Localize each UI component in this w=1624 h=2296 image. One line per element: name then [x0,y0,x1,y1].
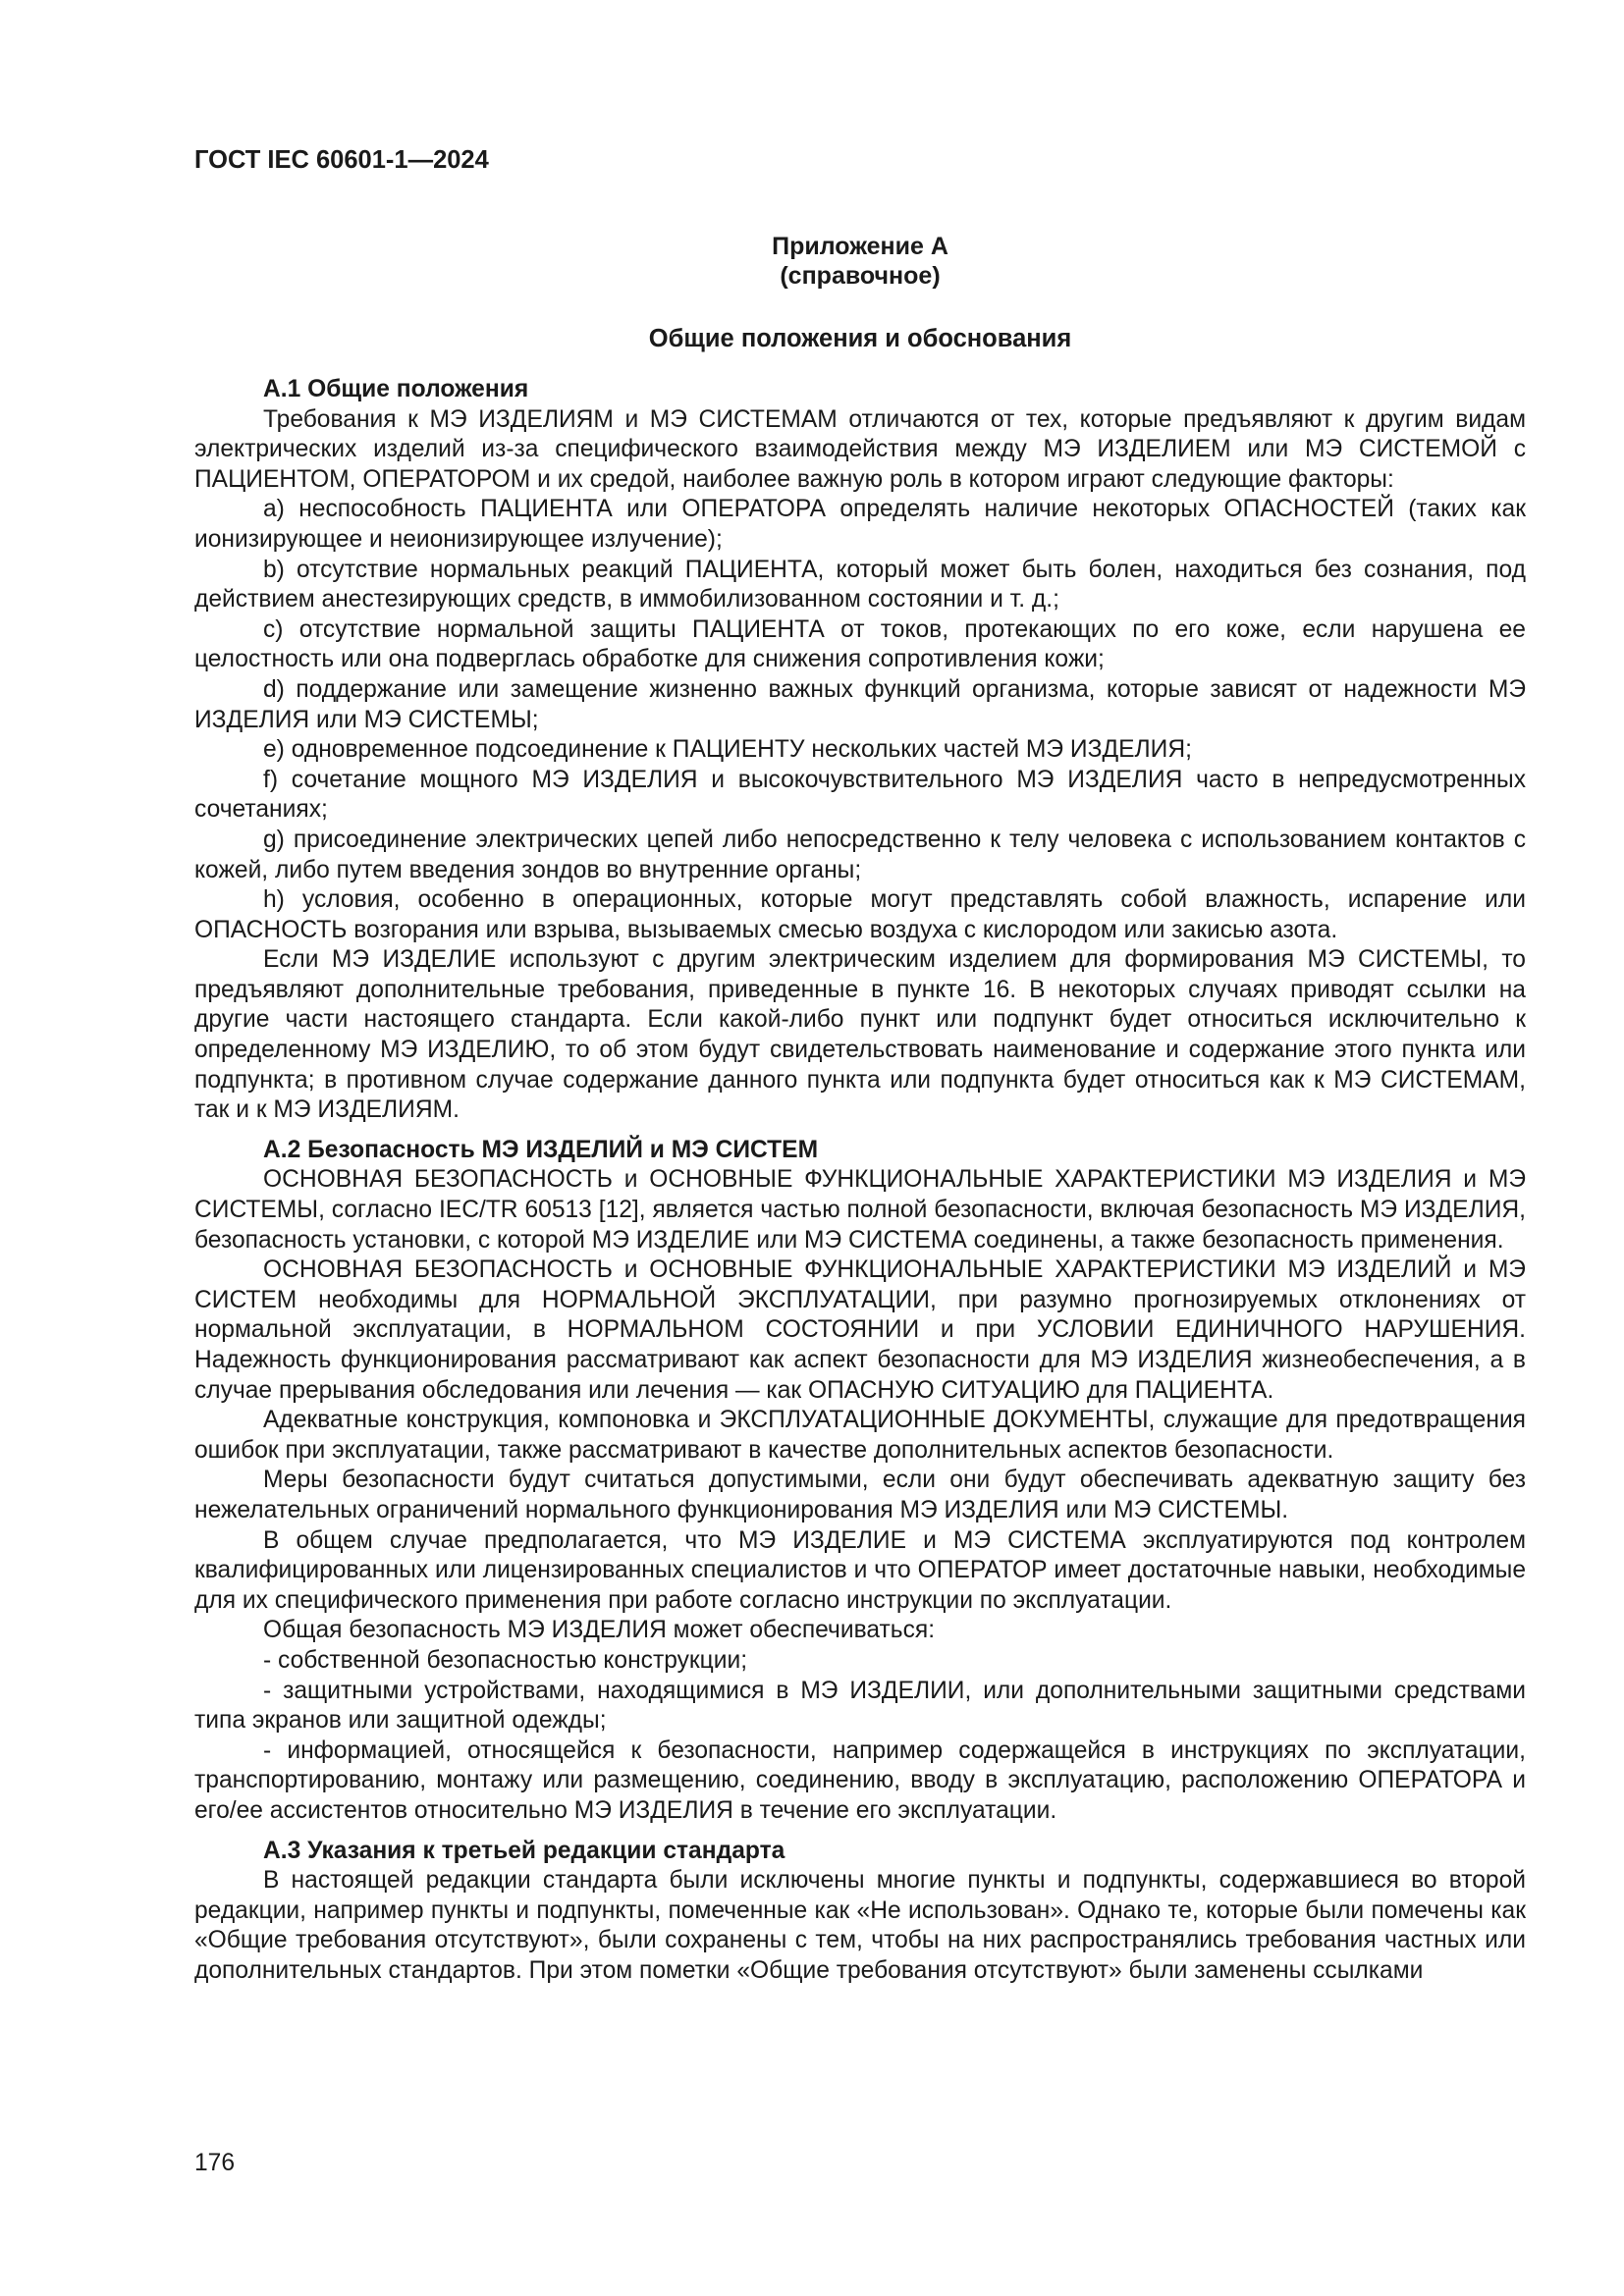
list-item: d) поддержание или замещение жизненно важных функций организма, которые зависят от надежности МЭ ИЗДЕЛИЯ или МЭ СИСТЕМЫ; [194,675,1526,733]
paragraph: Адекватные конструкция, компоновка и ЭКСПЛУАТАЦИОННЫЕ ДОКУМЕНТЫ, служащие для предотвращения ошибок при эксплуатации, также рассматривают в качестве дополнительных аспектов безопасности. [194,1407,1526,1464]
list-item: - защитными устройствами, находящимися в МЭ ИЗДЕЛИИ, или дополнительными защитными средствами типа экранов или защитной одежды; [194,1677,1526,1735]
annex-status: (справочное) [780,262,941,290]
page-number: 176 [194,2150,236,2176]
paragraph: В настоящей редакции стандарта были исключены многие пункты и подпункты, содержавшиеся во второй редакции, например пункты и подпункты, помеченные как «Не использован». Однако те, которые были помечены как «Общие требования отсутствуют», были сохранены с тем, чтобы на них распространялись требования частных или дополнительных стандартов. При этом пометки «Общие требования отсутствуют» были заменены ссылками [194,1867,1526,1984]
paragraph: ОСНОВНАЯ БЕЗОПАСНОСТЬ и ОСНОВНЫЕ ФУНКЦИОНАЛЬНЫЕ ХАРАКТЕРИСТИКИ МЭ ИЗДЕЛИЙ и МЭ СИСТЕМ необходимы для НОРМАЛЬНОЙ ЭКСПЛУАТАЦИИ, при разумно прогнозируемых отклонениях от нормальной эксплуатации, в НОРМАЛЬНОМ СОСТОЯНИИ и при УСЛОВИИ ЕДИНИЧНОГО НАРУШЕНИЯ. Надежность функционирования рассматривают как аспект безопасности для МЭ ИЗДЕЛИЯ жизнеобеспечения, а в случае прерывания обследования или лечения — как ОПАСНУЮ СИТУАЦИЮ для ПАЦИЕНТА. [194,1256,1526,1404]
section-heading-a3: А.3 Указания к третьей редакции стандарта [263,1837,785,1864]
list-item: а) неспособность ПАЦИЕНТА или ОПЕРАТОРА определять наличие некоторых ОПАСНОСТЕЙ (таких как ионизирующее и неионизирующее излучение); [194,496,1526,553]
paragraph: ОСНОВНАЯ БЕЗОПАСНОСТЬ и ОСНОВНЫЕ ФУНКЦИОНАЛЬНЫЕ ХАРАКТЕРИСТИКИ МЭ ИЗДЕЛИЯ и МЭ СИСТЕМЫ, согласно IEC/TR 60513 [12], является частью полной безопасности, включая безопасность МЭ ИЗДЕЛИЯ, безопасность установки, с которой МЭ ИЗДЕЛИЕ или МЭ СИСТЕМА соединены, а также безопасность применения. [194,1166,1526,1254]
paragraph: Общая безопасность МЭ ИЗДЕЛИЯ может обеспечиваться: [263,1617,936,1644]
document-code: ГОСТ IEC 60601-1—2024 [194,146,489,174]
paragraph: Требования к МЭ ИЗДЕЛИЯМ и МЭ СИСТЕМАМ отличаются от тех, которые предъявляют к другим видам электрических изделий из-за специфического взаимодействия между МЭ ИЗДЕЛИЕМ или МЭ СИСТЕМОЙ с ПАЦИЕНТОМ, ОПЕРАТОРОМ и их средой, наиболее важную роль в котором играют следующие факторы: [194,405,1526,493]
section-heading-a1: А.1 Общие положения [263,376,529,402]
list-item: b) отсутствие нормальных реакций ПАЦИЕНТА, который может быть болен, находиться без сознания, под действием анестезирующих средств, в иммобилизованном состоянии и т. д.; [194,556,1526,614]
paragraph: В общем случае предполагается, что МЭ ИЗДЕЛИЕ и МЭ СИСТЕМА эксплуатируются под контролем квалифицированных или лицензированных специалистов и что ОПЕРАТОР имеет достаточные навыки, необходимые для их специфического применения при работе согласно инструкции по эксплуатации. [194,1526,1526,1614]
list-item: g) присоединение электрических цепей либо непосредственно к телу человека с использованием контактов с кожей, либо путем введения зондов во внутренние органы; [194,826,1526,883]
paragraph: Меры безопасности будут считаться допустимыми, если они будут обеспечивать адекватную защиту без нежелательных ограничений нормального функционирования МЭ ИЗДЕЛИЯ или МЭ СИСТЕМЫ. [194,1467,1526,1523]
list-item: - информацией, относящейся к безопасности, например содержащейся в инструкциях по эксплуатации, транспортированию, монтажу или размещению, соединению, вводу в эксплуатацию, расположению ОПЕРАТОРА и его/ее ассистентов относительно МЭ ИЗДЕЛИЯ в течение его эксплуатации. [194,1736,1526,1824]
list-item: c) отсутствие нормальной защиты ПАЦИЕНТА от токов, протекающих по его коже, если нарушена ее целостность или она подверглась обработке для снижения сопротивления кожи; [194,615,1526,673]
paragraph: Если МЭ ИЗДЕЛИЕ используют с другим электрическим изделием для формирования МЭ СИСТЕМЫ, то предъявляют дополнительные требования, приведенные в пункте 16. В некоторых случаях приводят ссылки на другие части настоящего стандарта. Если какой-либо пункт или подпункт будет относиться исключительно к определенному МЭ ИЗДЕЛИЮ, то об этом будут свидетельствовать наименование и содержание этого пункта или подпункта; в противном случае содержание данного пункта или подпункта будет относиться как к МЭ СИСТЕМАМ, так и к МЭ ИЗДЕЛИЯМ. [194,946,1526,1124]
annex-title: Общие положения и обоснования [648,325,1072,352]
list-item: e) одновременное подсоединение к ПАЦИЕНТУ нескольких частей МЭ ИЗДЕЛИЯ; [263,736,1192,764]
section-heading-a2: А.2 Безопасность МЭ ИЗДЕЛИЙ и МЭ СИСТЕМ [263,1136,819,1163]
list-item: h) условия, особенно в операционных, которые могут представлять собой влажность, испарение или ОПАСНОСТЬ возгорания или взрыва, вызываемых смесью воздуха с кислородом или закисью азота. [194,886,1526,943]
list-item: f) сочетание мощного МЭ ИЗДЕЛИЯ и высокочувствительного МЭ ИЗДЕЛИЯ часто в непредусмотренных сочетаниях; [194,766,1526,824]
document-page [194,145,1526,1986]
annex-label: Приложение А [772,233,948,260]
list-item: - собственной безопасностью конструкции; [263,1646,748,1674]
